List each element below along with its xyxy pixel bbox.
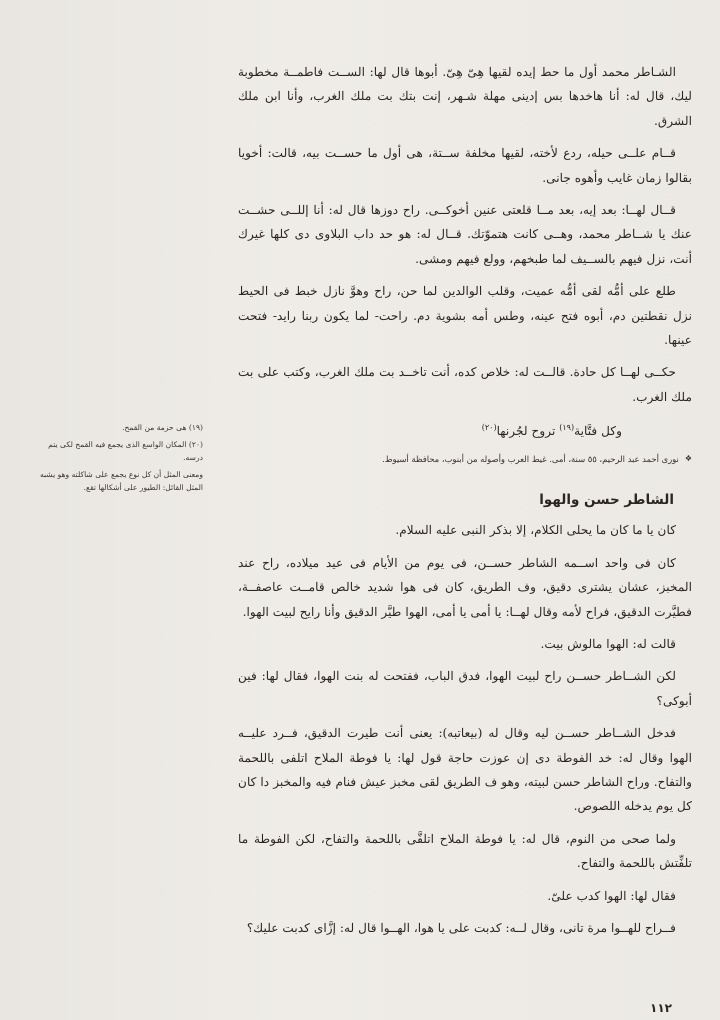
paragraph: ولما صحى من النوم، قال له: يا فوطة الملاح اتلفَّى باللحمة والتفاح، لكن الفوطة ما تلفِّتش باللحمة والتفاح. — [238, 831, 692, 871]
section-title: الشاطر حسن والهوا — [539, 492, 674, 509]
story-body — [238, 518, 692, 940]
proverb-text-start: وكل فتَّاية — [574, 424, 622, 439]
paragraph: كان يا ما كان ما يحلى الكلام، إلا بذكر النبى عليه السلام. — [395, 523, 676, 538]
footnote-ref-20: (٢٠) — [481, 423, 497, 433]
paragraph: قــال لهــا: بعد إيه، بعد مــا قلعتى عنين أخوكــى. راح دوزها قال له: أنا إللــى حشــت عنك يا شــاطر محمد، وهــى كانت هتموّتك. قــال له: هو حد داب البلاوى دى كلها غيرك أنت، نزل فيهم بالســيف لما طبخهم، وولع فيهم ومشى. — [238, 203, 692, 266]
paragraph: قالت له: الهوا مالوش بيت. — [540, 636, 676, 651]
footnote-19: (١٩) هى حزمة من القمح. — [122, 423, 203, 432]
footnotes-sidebar — [35, 421, 203, 498]
paragraph: كان فى واحد اســمه الشاطر حســن، فى يوم من الأيام فى عيد ميلاده، راح عند المخبز، عشان يشترى دقيق، وف الطريق، كان فى هوا شديد خالص قامــت عاصفــة، فطيَّرت الدقيق، فراح لأمه وقال لهــا: يا أمى يا أمى، الهوا طيَّر الدقيق وأنا رايح لبيت الهوا. — [238, 555, 692, 619]
narrator-text: نورى أحمد عبد الرحيم، ٥٥ سنة، أمى. غيط العرب وأصوله من أبنوب، محافظة أسيوط. — [382, 454, 679, 465]
paragraph: الشـاطر محمد أول ما حط إيده لقيها هِىّ هِىّ. أبوها قال لها: الســت فاطمــة مخطوبة ليك، قال له: أنا هاخدها بس إدينى مهلة شـهر، إنت بتك بت ملك الغرب، وأنا ابن ملك الشرق. — [238, 65, 692, 128]
footnote-20: (٢٠) المكان الواسع الذى يجمع فيه القمح لكى يتم درسه. — [48, 439, 203, 462]
page-number: ١١٢ — [650, 1001, 672, 1015]
paragraph: حكــى لهــا كل حادة. قالــت له: خلاص كده، أنت تاخــد بت ملك الغرب، وكتب على بت ملك الغرب. — [238, 365, 692, 404]
paragraph: لكن الشــاطر حســن راح لبيت الهوا، فدق الباب، ففتحت له بنت الهوا، فقال لها: فين أبوكى؟ — [238, 669, 692, 708]
paragraph: فدخل الشــاطر حســن ليه وقال له (بيعاتبه): يعنى أنت طيرت الدقيق، فــرد عليــه الهوا وقال له: خد الفوطة دى إن عوزت حاجة قول لها: يا فوطة الملاح اتلفى باللحمة والتفاح. وراح الشاطر حسن لبيته، وهو ف الطريق لقى مخبز عيش فنام فيه والمخبز دا كان كل يوم يدخله اللصوص. — [238, 726, 692, 814]
footnote-explanation: ومعنى المثل أن كل نوع يجمع على شاكلته وهو يشبه المثل القائل: الطيور على أشكالها تقع. — [39, 469, 203, 492]
diamond-bullet-icon: ❖ — [684, 454, 692, 464]
narrator-credit — [238, 452, 692, 466]
proverb-text-end: تروح لجُرنها — [496, 424, 560, 439]
proverb-line — [238, 417, 622, 442]
paragraph: قــام علــى حيله، ردع لأخته، لقيها مخلفة ســتة، هى أول ما حســت بيه، قالت: أخويا بقالوا زمان غايب وأهوه جانى. — [238, 146, 692, 185]
paragraph: فــراح للهــوا مرة تانى، وقال لــه: كدبت على يا هوا، الهــوا قال له: إزَّاى كدبت عليك؟ — [246, 921, 676, 936]
footnote-ref-19: (١٩) — [559, 423, 575, 433]
paragraph: طلع على أمُّه لقى أمُّه عميت، وقلب الوالدين لما حن، راح وهوَّ نازل خبط فى الحيط نزل نقطتين دم، أبوه فتح عينه، وطس أمه بشوية دم. راحت- لما يكون ربنا رايد- فتحت عينها. — [238, 284, 692, 348]
main-text-column — [238, 60, 692, 948]
paragraph: فقال لها: الهوا كدب علىّ. — [547, 888, 676, 903]
